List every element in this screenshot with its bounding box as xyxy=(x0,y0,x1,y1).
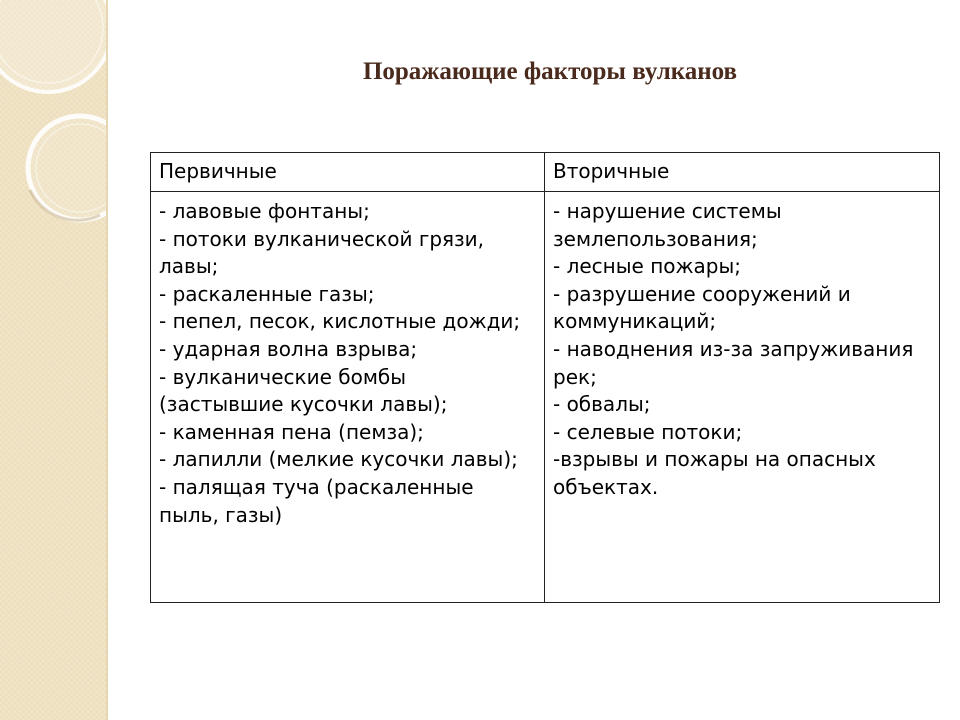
list-item: - нарушение системы землепользования; xyxy=(553,199,782,251)
slide-title: Поражающие факторы вулканов xyxy=(362,58,738,85)
list-item: - селевые потоки; xyxy=(553,419,743,444)
list-item: - потоки вулканической грязи, лавы; xyxy=(159,226,485,279)
decorative-rings-graphic xyxy=(0,0,106,720)
table-header-row xyxy=(151,153,940,192)
header-secondary: Вторичные xyxy=(545,153,940,192)
list-item: - палящая туча (раскаленные пыль, газы) xyxy=(159,474,474,527)
list-item: - пепел, песок, кислотные дожди; xyxy=(159,309,521,334)
list-item: - ударная волна взрыва; xyxy=(159,336,418,361)
primary-factors-cell xyxy=(151,192,545,603)
list-item: - наводнения из-за запруживания рек; xyxy=(553,336,914,389)
secondary-factors-cell xyxy=(545,192,940,603)
sidebar-divider xyxy=(106,0,108,720)
list-item: - лесные пожары; xyxy=(553,254,741,279)
list-item: - раскаленные газы; xyxy=(159,281,375,306)
list-item: - разрушение сооружений и коммуникаций; xyxy=(553,281,851,334)
list-item: - лавовые фонтаны; xyxy=(159,199,370,223)
list-item: - лапилли (мелкие кусочки лавы); xyxy=(159,447,518,472)
list-item: -взрывы и пожары на опасных объектах. xyxy=(553,447,876,499)
factors-table xyxy=(150,152,940,603)
header-primary: Первичные xyxy=(151,153,545,192)
table-row xyxy=(151,192,940,603)
list-item: - обвалы; xyxy=(553,392,651,417)
list-item: - вулканические бомбы (застывшие кусочки лавы); xyxy=(159,364,448,417)
decorative-sidebar xyxy=(0,0,106,720)
list-item: - каменная пена (пемза); xyxy=(159,419,424,444)
